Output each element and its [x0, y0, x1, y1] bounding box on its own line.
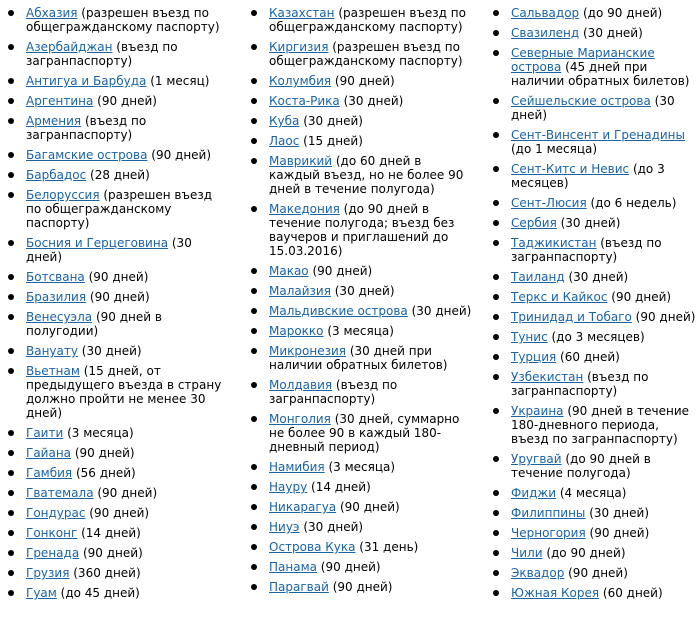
visa-note: (90 дней): [336, 500, 400, 514]
list-item: [493, 370, 698, 398]
list-item: [8, 426, 230, 440]
visa-note: (4 месяца): [556, 486, 627, 500]
country-link[interactable]: Сальвадор: [511, 6, 580, 20]
visa-note: (въезд по загранпаспорту): [511, 370, 649, 398]
country-link[interactable]: Чили: [511, 546, 543, 560]
list-item: [251, 304, 473, 318]
country-link[interactable]: Никарагуа: [269, 500, 337, 514]
country-link[interactable]: Сент-Китс и Невис: [511, 162, 630, 176]
country-link[interactable]: Макао: [269, 264, 309, 278]
visa-note: (30 дней): [585, 506, 650, 520]
list-item: [251, 560, 473, 574]
visa-note: (до 3 месяцев): [511, 162, 665, 190]
country-link[interactable]: Куба: [269, 114, 300, 128]
country-link[interactable]: Монголия: [269, 412, 331, 426]
visa-note: (30 дней при наличии обратных билетов): [269, 344, 448, 372]
country-link[interactable]: Украина: [511, 404, 564, 418]
list-item: [251, 540, 473, 554]
list-item: [493, 586, 698, 600]
country-link[interactable]: Тринидад и Тобаго: [511, 310, 632, 324]
list-item: [493, 566, 698, 580]
list-item: [8, 586, 230, 600]
visa-note: (30 дней): [330, 284, 395, 298]
country-link[interactable]: Вануату: [26, 344, 78, 358]
visa-note: (30 дней): [556, 216, 621, 230]
list-item: [493, 310, 698, 324]
country-link[interactable]: Микронезия: [269, 344, 346, 358]
visa-note: (90 дней): [331, 74, 395, 88]
visa-note: (30 дней): [564, 270, 629, 284]
country-link[interactable]: Вьетнам: [26, 364, 80, 378]
visa-note: (въезд по загранпаспорту): [269, 378, 398, 406]
list-item: [251, 114, 473, 128]
visa-note: (90 дней): [607, 290, 672, 304]
list-item: [493, 546, 698, 560]
visa-note: (90 дней): [85, 506, 150, 520]
visa-note: (30 дней): [299, 520, 364, 534]
list-item: [8, 290, 230, 304]
visa-note: (45 дней при наличии обратных билетов): [511, 60, 690, 88]
country-link[interactable]: Свазиленд: [511, 26, 580, 40]
list-item: [493, 236, 698, 264]
country-link[interactable]: Сейшельские острова: [511, 94, 651, 108]
list-item: [493, 290, 698, 304]
list-item: [8, 506, 230, 520]
visa-note: (90 дней): [93, 486, 158, 500]
country-link[interactable]: Колумбия: [269, 74, 332, 88]
country-link[interactable]: Панама: [269, 560, 317, 574]
country-link[interactable]: Таджикистан: [511, 236, 597, 250]
country-link[interactable]: Антигуа и Барбуда: [26, 74, 147, 88]
country-link[interactable]: Аргентина: [26, 94, 94, 108]
visa-note: (60 дней): [556, 350, 620, 364]
visa-note: (14 дней): [307, 480, 371, 494]
visa-note: (90 дней): [585, 526, 650, 540]
list-item: [493, 162, 698, 190]
list-item: [8, 486, 230, 500]
list-item: [251, 74, 473, 88]
list-item: [251, 520, 473, 534]
country-link[interactable]: Черногория: [511, 526, 586, 540]
visa-note: (до 90 дней в течение полугода): [511, 452, 651, 480]
visa-note: (въезд по загранпаспорту): [511, 236, 662, 264]
list-item: [493, 506, 698, 520]
list-item: [251, 264, 473, 278]
list-item: [251, 40, 473, 68]
list-item: [8, 466, 230, 480]
country-link[interactable]: Гайана: [26, 446, 72, 460]
list-item: [251, 6, 473, 34]
visa-note: (90 дней): [147, 148, 212, 162]
list-item: [8, 344, 230, 358]
country-link[interactable]: Южная Корея: [511, 586, 600, 600]
list-item: [8, 566, 230, 580]
list-item: [493, 216, 698, 230]
visa-note: (90 дней): [308, 264, 373, 278]
country-list-column-3: [493, 6, 698, 606]
visa-note: (15 дней): [299, 134, 363, 148]
country-link[interactable]: Ниуэ: [269, 520, 300, 534]
visa-note: (30 дней): [26, 236, 192, 264]
list-item: [251, 412, 473, 454]
list-item: [251, 460, 473, 474]
country-link[interactable]: Фиджи: [511, 486, 557, 500]
visa-note: (30 дней): [511, 94, 675, 122]
visa-note: (въезд по загранпаспорту): [26, 40, 178, 68]
country-link[interactable]: Гамбия: [26, 466, 73, 480]
visa-note: (до 6 недель): [586, 196, 677, 210]
country-link[interactable]: Казахстан: [269, 6, 335, 20]
visa-note: (28 дней): [86, 168, 150, 182]
country-link[interactable]: Гаити: [26, 426, 64, 440]
country-link[interactable]: Парагвай: [269, 580, 329, 594]
country-link[interactable]: Лаос: [269, 134, 300, 148]
visa-note: (90 дней): [631, 310, 696, 324]
visa-note: (разрешен въезд по общегражданскому паспорту): [26, 6, 220, 34]
country-link[interactable]: Армения: [26, 114, 82, 128]
visa-note: (30 дней, суммарно не более 90 в каждый 180-дневный период): [269, 412, 460, 454]
country-link[interactable]: Малайзия: [269, 284, 331, 298]
country-link[interactable]: Науру: [269, 480, 308, 494]
country-link[interactable]: Острова Кука: [269, 540, 356, 554]
list-item: [8, 270, 230, 284]
visa-note: (30 дней): [579, 26, 643, 40]
list-item: [251, 154, 473, 196]
list-item: [493, 526, 698, 540]
list-item: [493, 350, 698, 364]
visa-note: (90 дней): [79, 546, 143, 560]
list-item: [8, 114, 230, 142]
list-item: [493, 128, 698, 156]
visa-note: (1 месяц): [146, 74, 210, 88]
country-link[interactable]: Гренада: [26, 546, 80, 560]
country-link[interactable]: Маврикий: [269, 154, 333, 168]
country-link[interactable]: Босния и Герцеговина: [26, 236, 169, 250]
country-link[interactable]: Филиппины: [511, 506, 586, 520]
country-link[interactable]: Гонконг: [26, 526, 78, 540]
list-item: [8, 310, 230, 338]
visa-note: (до 90 дней): [579, 6, 663, 20]
list-item: [251, 134, 473, 148]
country-link[interactable]: Таиланд: [511, 270, 565, 284]
visa-note: (14 дней): [77, 526, 141, 540]
visa-note: (3 месяца): [63, 426, 134, 440]
list-item: [493, 94, 698, 122]
country-link[interactable]: Азербайджан: [26, 40, 113, 54]
visa-note: (до 45 дней): [56, 586, 140, 600]
list-item: [8, 168, 230, 182]
list-item: [251, 202, 473, 258]
list-item: [8, 364, 230, 420]
visa-note: (31 день): [355, 540, 419, 554]
visa-note: (до 3 месяцев): [547, 330, 645, 344]
country-link[interactable]: Эквадор: [511, 566, 565, 580]
visa-note: (30 дней): [299, 114, 363, 128]
visa-note: (90 дней): [328, 580, 393, 594]
country-link[interactable]: Коста-Рика: [269, 94, 340, 108]
country-link[interactable]: Уругвай: [511, 452, 562, 466]
visa-note: (90 дней): [316, 560, 381, 574]
list-item: [251, 344, 473, 372]
visa-note: (разрешен въезд по общегражданскому паспорту): [26, 188, 213, 230]
list-item: [493, 452, 698, 480]
country-link[interactable]: Марокко: [269, 324, 324, 338]
list-item: [493, 270, 698, 284]
list-item: [8, 546, 230, 560]
visa-note: (90 дней): [564, 566, 628, 580]
list-item: [493, 404, 698, 446]
list-item: [8, 94, 230, 108]
visa-note: (15 дней, от предыдущего въезда в страну должно пройти не менее 30 дней): [26, 364, 222, 420]
list-item: [251, 480, 473, 494]
country-list-column-1: [8, 6, 230, 606]
country-link[interactable]: Мальдивские острова: [269, 304, 408, 318]
country-link[interactable]: Молдавия: [269, 378, 333, 392]
list-item: [8, 148, 230, 162]
list-item: [8, 236, 230, 264]
visa-note: (до 90 дней в течение полугода; въезд без ваучеров и приглашений до 15.03.2016): [269, 202, 455, 258]
visa-note: (30 дней): [77, 344, 142, 358]
visa-note: (90 дней): [84, 270, 149, 284]
country-link[interactable]: Северные Марианские острова: [511, 46, 655, 74]
visa-note: (3 месяца): [324, 460, 396, 474]
visa-note: (56 дней): [72, 466, 136, 480]
list-item: [251, 284, 473, 298]
visa-note: (разрешен въезд по общегражданскому паспорту): [269, 6, 466, 34]
visa-note: (90 дней): [86, 290, 150, 304]
country-link[interactable]: Сент-Винсент и Гренадины: [511, 128, 685, 142]
list-item: [8, 6, 230, 34]
country-link[interactable]: Турция: [511, 350, 557, 364]
country-link[interactable]: Гватемала: [26, 486, 94, 500]
list-item: [8, 40, 230, 68]
country-link[interactable]: Абхазия: [26, 6, 78, 20]
list-item: [251, 580, 473, 594]
list-item: [493, 196, 698, 210]
country-link[interactable]: Барбадос: [26, 168, 87, 182]
country-link[interactable]: Гондурас: [26, 506, 86, 520]
visa-note: (30 дней): [407, 304, 472, 318]
visa-note: (90 дней в течение 180-дневного периода, въезд по загранпаспорту): [511, 404, 690, 446]
country-link[interactable]: Узбекистан: [511, 370, 584, 384]
country-link[interactable]: Гуам: [26, 586, 57, 600]
visa-note: (90 дней): [71, 446, 135, 460]
visa-note: (30 дней): [339, 94, 404, 108]
visa-note: (до 1 месяца): [511, 142, 598, 156]
country-link[interactable]: Бразилия: [26, 290, 87, 304]
visa-note: (до 60 дней в каждый въезд, но не более 90 дней в течение полугода): [269, 154, 464, 196]
visa-note: (въезд по загранпаспорту): [26, 114, 147, 142]
country-link[interactable]: Ботсвана: [26, 270, 85, 284]
list-item: [8, 526, 230, 540]
country-list-column-2: [251, 6, 473, 600]
list-item: [8, 446, 230, 460]
country-link[interactable]: Грузия: [26, 566, 70, 580]
country-link[interactable]: Намибия: [269, 460, 325, 474]
country-link[interactable]: Сент-Люсия: [511, 196, 587, 210]
list-item: [251, 94, 473, 108]
country-link[interactable]: Тунис: [511, 330, 548, 344]
visa-note: (360 дней): [69, 566, 141, 580]
visa-note: (3 месяца): [323, 324, 394, 338]
visa-note: (90 дней в полугодии): [26, 310, 162, 338]
visa-note: (60 дней): [599, 586, 663, 600]
country-link[interactable]: Багамские острова: [26, 148, 148, 162]
list-item: [8, 188, 230, 230]
list-item: [8, 74, 230, 88]
country-link[interactable]: Белоруссия: [26, 188, 100, 202]
country-link[interactable]: Македония: [269, 202, 340, 216]
visa-note: (90 дней): [93, 94, 157, 108]
list-item: [251, 378, 473, 406]
visa-note: (разрешен въезд по общегражданскому паспорту): [269, 40, 463, 68]
list-item: [251, 500, 473, 514]
list-item: [493, 26, 698, 40]
list-item: [251, 324, 473, 338]
list-item: [493, 6, 698, 20]
country-link[interactable]: Теркс и Кайкос: [511, 290, 608, 304]
visa-note: (до 90 дней): [542, 546, 626, 560]
country-link[interactable]: Киргизия: [269, 40, 329, 54]
list-item: [493, 486, 698, 500]
list-item: [493, 330, 698, 344]
country-link[interactable]: Сербия: [511, 216, 557, 230]
country-link[interactable]: Венесуэла: [26, 310, 93, 324]
list-item: [493, 46, 698, 88]
